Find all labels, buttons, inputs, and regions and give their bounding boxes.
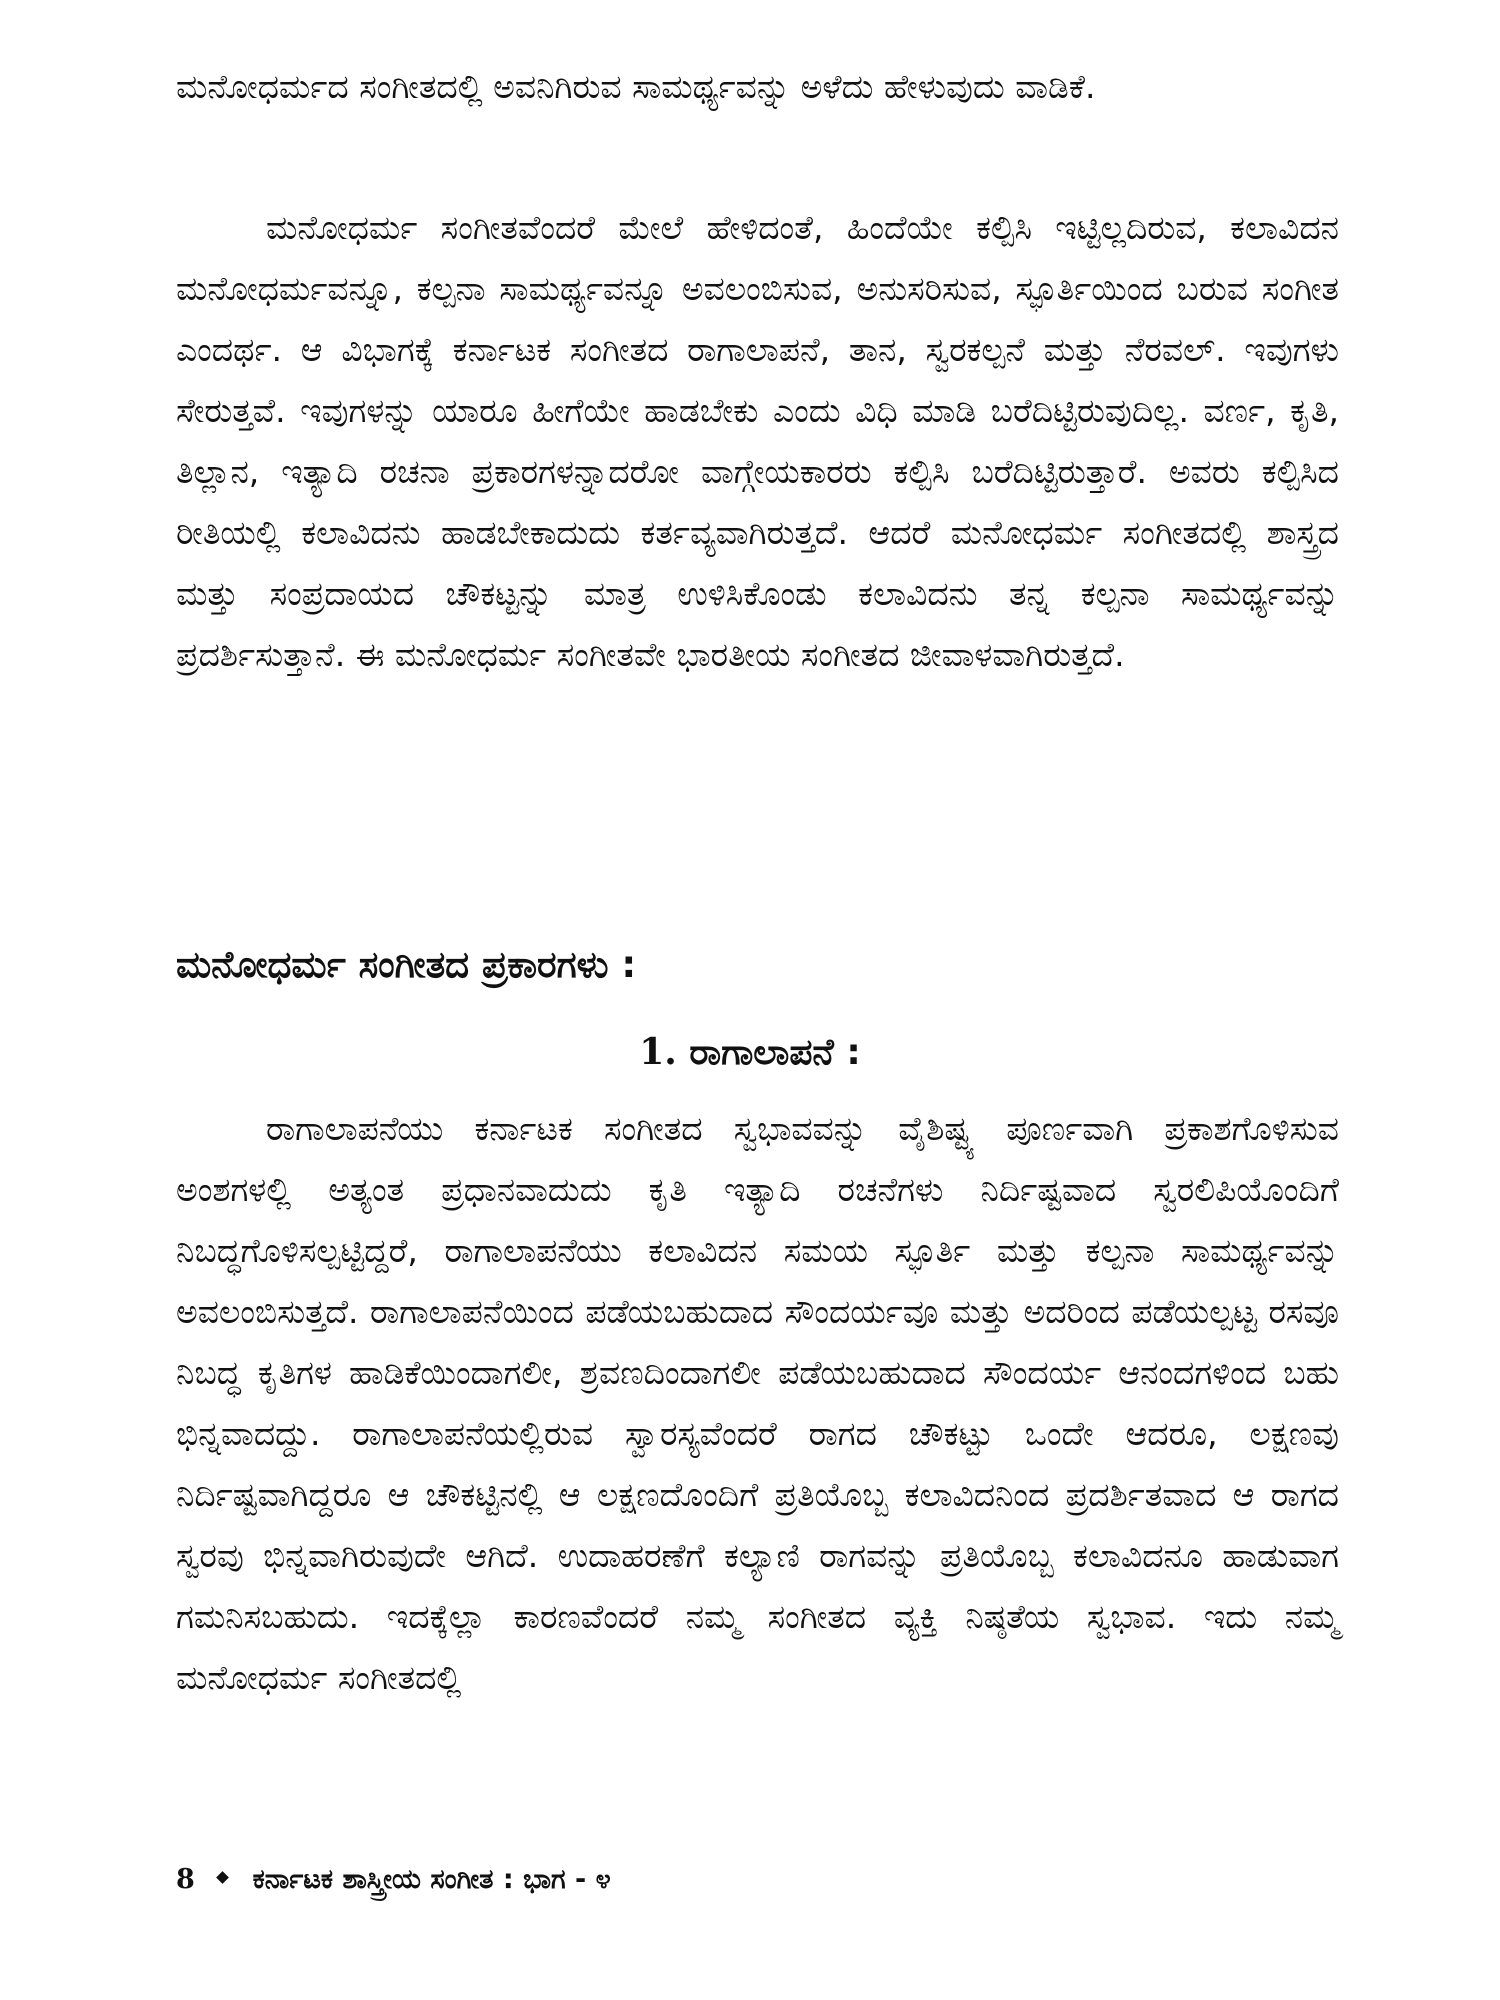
paragraph-intro: ಮನೋಧರ್ಮದ ಸಂಗೀತದಲ್ಲಿ ಅವನಿಗಿರುವ ಸಾಮರ್ಥ್ಯವನ್ನು ಅಳೆದು ಹೇಳುವುದು ವಾಡಿಕೆ.	[176, 67, 1096, 106]
page-footer	[176, 1860, 611, 1900]
section-heading: ಮನೋಧರ್ಮ ಸಂಗೀತದ ಪ್ರಕಾರಗಳು :	[176, 943, 637, 986]
paragraph-ragalapane: ರಾಗಾಲಾಪನೆಯು ಕರ್ನಾಟಕ ಸಂಗೀತದ ಸ್ವಭಾವವನ್ನು ವೈಶಿಷ್ಟ್ಯ ಪೂರ್ಣವಾಗಿ ಪ್ರಕಾಶಗೊಳಿಸುವ ಅಂಶಗಳಲ್ಲಿ ಅತ್ಯಂತ ಪ್ರಧಾನವಾದುದು ಕೃತಿ ಇತ್ಯಾದಿ ರಚನೆಗಳು ನಿರ್ದಿಷ್ಟವಾದ ಸ್ವರಲಿಪಿಯೊಂದಿಗೆ ನಿಬದ್ಧಗೊಳಿಸಲ್ಪಟ್ಟಿದ್ದರೆ, ರಾಗಾಲಾಪನೆಯು ಕಲಾವಿದನ ಸಮಯ ಸ್ಫೂರ್ತಿ ಮತ್ತು ಕಲ್ಪನಾ ಸಾಮರ್ಥ್ಯವನ್ನು ಅವಲಂಬಿಸುತ್ತದೆ. ರಾಗಾಲಾಪನೆಯಿಂದ ಪಡೆಯಬಹುದಾದ ಸೌಂದರ್ಯವೂ ಮತ್ತು ಅದರಿಂದ ಪಡೆಯಲ್ಪಟ್ಟ ರಸವೂ ನಿಬದ್ಧ ಕೃತಿಗಳ ಹಾಡಿಕೆಯಿಂದಾಗಲೀ, ಶ್ರವಣದಿಂದಾಗಲೀ ಪಡೆಯಬಹುದಾದ ಸೌಂದರ್ಯ ಆನಂದಗಳಿಂದ ಬಹು ಭಿನ್ನವಾದದ್ದು. ರಾಗಾಲಾಪನೆಯಲ್ಲಿರುವ ಸ್ವಾರಸ್ಯವೆಂದರೆ ರಾಗದ ಚೌಕಟ್ಟು ಒಂದೇ ಆದರೂ, ಲಕ್ಷಣವು ನಿರ್ದಿಷ್ಟವಾಗಿದ್ದರೂ ಆ ಚೌಕಟ್ಟಿನಲ್ಲಿ ಆ ಲಕ್ಷಣದೊಂದಿಗೆ ಪ್ರತಿಯೊಬ್ಬ ಕಲಾವಿದನಿಂದ ಪ್ರದರ್ಶಿತವಾದ ಆ ರಾಗದ ಸ್ವರವು ಭಿನ್ನವಾಗಿರುವುದೇ ಆಗಿದೆ. ಉದಾಹರಣೆಗೆ ಕಲ್ಯಾಣಿ ರಾಗವನ್ನು ಪ್ರತಿಯೊಬ್ಬ ಕಲಾವಿದನೂ ಹಾಡುವಾಗ ಗಮನಿಸಬಹುದು. ಇದಕ್ಕೆಲ್ಲಾ ಕಾರಣವೆಂದರೆ ನಮ್ಮ ಸಂಗೀತದ ವ್ಯಕ್ತಿ ನಿಷ್ಠತೆಯ ಸ್ವಭಾವ. ಇದು ನಮ್ಮ ಮನೋಧರ್ಮ ಸಂಗೀತದಲ್ಲಿ	[176, 1109, 1339, 1697]
book-title: ಕರ್ನಾಟಕ ಶಾಸ್ತ್ರೀಯ ಸಂಗೀತ : ಭಾಗ - ೪	[252, 1864, 611, 1895]
page-number: 8	[176, 1864, 195, 1895]
diamond-bullet-icon	[216, 1871, 229, 1884]
paragraph-definition: ಮನೋಧರ್ಮ ಸಂಗೀತವೆಂದರೆ ಮೇಲೆ ಹೇಳಿದಂತೆ, ಹಿಂದೆಯೇ ಕಲ್ಪಿಸಿ ಇಟ್ಟಿಲ್ಲದಿರುವ, ಕಲಾವಿದನ ಮನೋಧರ್ಮವನ್ನೂ, ಕಲ್ಪನಾ ಸಾಮರ್ಥ್ಯವನ್ನೂ ಅವಲಂಬಿಸುವ, ಅನುಸರಿಸುವ, ಸ್ಫೂರ್ತಿಯಿಂದ ಬರುವ ಸಂಗೀತ ಎಂದರ್ಥ. ಆ ವಿಭಾಗಕ್ಕೆ ಕರ್ನಾಟಕ ಸಂಗೀತದ ರಾಗಾಲಾಪನೆ, ತಾನ, ಸ್ವರಕಲ್ಪನೆ ಮತ್ತು ನೆರವಲ್. ಇವುಗಳು ಸೇರುತ್ತವೆ. ಇವುಗಳನ್ನು ಯಾರೂ ಹೀಗೆಯೇ ಹಾಡಬೇಕು ಎಂದು ವಿಧಿ ಮಾಡಿ ಬರೆದಿಟ್ಟಿರುವುದಿಲ್ಲ. ವರ್ಣ, ಕೃತಿ, ತಿಲ್ಲಾನ, ಇತ್ಯಾದಿ ರಚನಾ ಪ್ರಕಾರಗಳನ್ನಾದರೋ ವಾಗ್ಗೇಯಕಾರರು ಕಲ್ಪಿಸಿ ಬರೆದಿಟ್ಟಿರುತ್ತಾರೆ. ಅವರು ಕಲ್ಪಿಸಿದ ರೀತಿಯಲ್ಲಿ ಕಲಾವಿದನು ಹಾಡಬೇಕಾದುದು ಕರ್ತವ್ಯವಾಗಿರುತ್ತದೆ. ಆದರೆ ಮನೋಧರ್ಮ ಸಂಗೀತದಲ್ಲಿ ಶಾಸ್ತ್ರದ ಮತ್ತು ಸಂಪ್ರದಾಯದ ಚೌಕಟ್ಟನ್ನು ಮಾತ್ರ ಉಳಿಸಿಕೊಂಡು ಕಲಾವಿದನು ತನ್ನ ಕಲ್ಪನಾ ಸಾಮರ್ಥ್ಯವನ್ನು ಪ್ರದರ್ಶಿಸುತ್ತಾನೆ. ಈ ಮನೋಧರ್ಮ ಸಂಗೀತವೇ ಭಾರತೀಯ ಸಂಗೀತದ ಜೀವಾಳವಾಗಿರುತ್ತದೆ.	[176, 208, 1339, 674]
subsection-title: ರಾಗಾಲಾಪನೆ :	[689, 1032, 861, 1073]
subsection-heading	[0, 1022, 1500, 1083]
subsection-number: 1.	[639, 1031, 677, 1073]
